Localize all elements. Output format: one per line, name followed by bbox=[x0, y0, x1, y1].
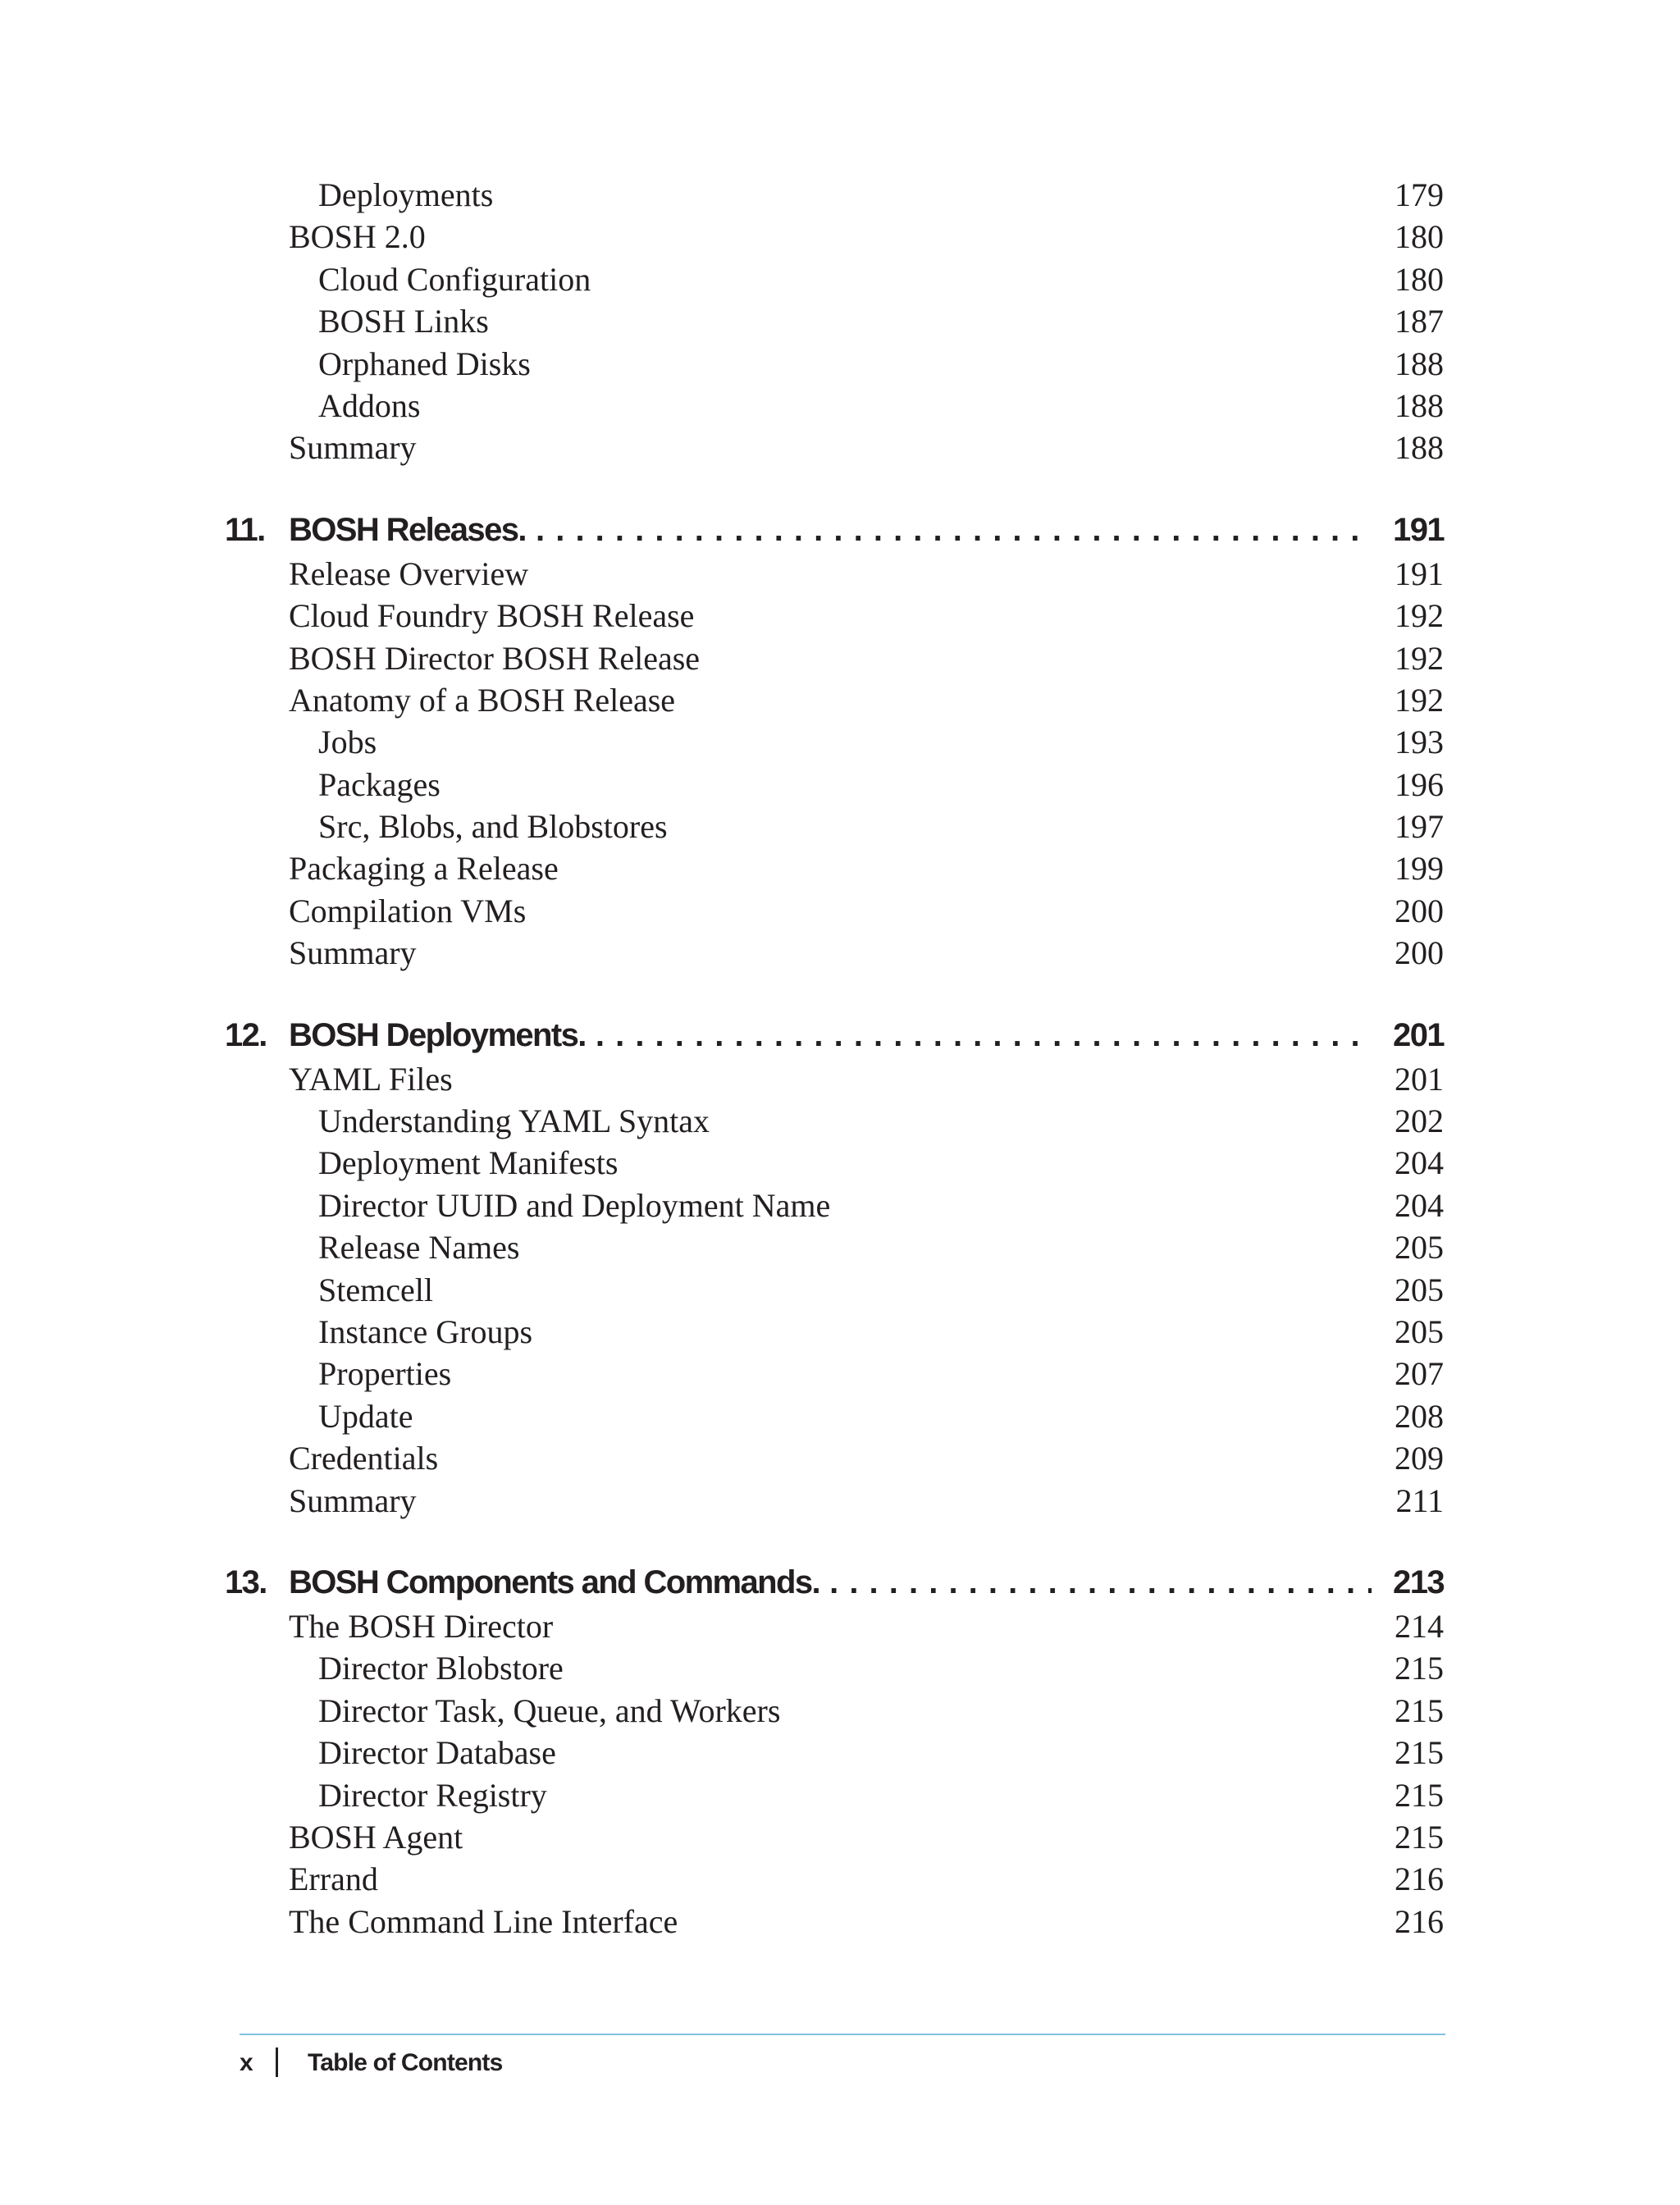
toc-section-entry bbox=[225, 216, 1444, 258]
entry-title: Director Database bbox=[318, 1734, 556, 1772]
entry-page-number: 216 bbox=[1395, 1902, 1444, 1940]
entry-page-number: 215 bbox=[1395, 1691, 1444, 1729]
entry-page-number: 214 bbox=[1395, 1607, 1444, 1645]
toc-section-entry bbox=[225, 637, 1444, 679]
chapter-number: 12. bbox=[225, 1016, 267, 1053]
entry-title: The Command Line Interface bbox=[289, 1902, 678, 1940]
toc-subsection-entry bbox=[225, 1185, 1444, 1226]
toc-section-entry bbox=[225, 427, 1444, 468]
entry-title: BOSH 2.0 bbox=[289, 218, 426, 256]
entry-page-number: 205 bbox=[1395, 1312, 1444, 1350]
toc-section-entry bbox=[225, 679, 1444, 721]
toc-subsection-entry bbox=[225, 721, 1444, 763]
chapter-number: 11. bbox=[225, 511, 265, 548]
toc-subsection-entry bbox=[225, 1269, 1444, 1311]
footer-rule bbox=[240, 2034, 1445, 2035]
toc-subsection-entry bbox=[225, 174, 1444, 216]
toc-subsection-entry bbox=[225, 1100, 1444, 1142]
page-footer bbox=[240, 2043, 503, 2084]
toc-section-entry bbox=[225, 932, 1444, 974]
entry-page-number: 192 bbox=[1395, 597, 1444, 635]
toc-section-entry bbox=[225, 1901, 1444, 1942]
entry-page-number: 215 bbox=[1395, 1776, 1444, 1814]
entry-title: Credentials bbox=[289, 1440, 439, 1477]
entry-page-number: 188 bbox=[1395, 345, 1444, 382]
entry-page-number: 213 bbox=[1393, 1564, 1444, 1600]
entry-page-number: 209 bbox=[1395, 1440, 1444, 1477]
entry-title: Src, Blobs, and Blobstores bbox=[318, 808, 668, 846]
entry-title: Cloud Configuration bbox=[318, 260, 591, 298]
entry-title: BOSH Components and Commands. . . . bbox=[289, 1559, 1372, 1605]
entry-page-number: 180 bbox=[1395, 260, 1444, 298]
entry-title: Director Blobstore bbox=[318, 1650, 564, 1687]
entry-page-number: 180 bbox=[1395, 218, 1444, 256]
toc-section-entry bbox=[225, 553, 1444, 595]
entry-page-number: 207 bbox=[1395, 1355, 1444, 1393]
entry-page-number: 179 bbox=[1395, 176, 1444, 213]
entry-page-number: 201 bbox=[1393, 1016, 1444, 1053]
entry-title: Update bbox=[318, 1397, 413, 1435]
toc-section-entry bbox=[225, 1058, 1444, 1100]
entry-title: Understanding YAML Syntax bbox=[318, 1102, 710, 1140]
toc-subsection-entry bbox=[225, 764, 1444, 806]
entry-page-number: 205 bbox=[1395, 1229, 1444, 1267]
toc-subsection-entry bbox=[225, 1732, 1444, 1774]
toc-subsection-entry bbox=[225, 1142, 1444, 1184]
entry-title: Errand bbox=[289, 1860, 378, 1898]
entry-page-number: 211 bbox=[1395, 1481, 1444, 1519]
entry-page-number: 204 bbox=[1395, 1186, 1444, 1224]
entry-page-number: 192 bbox=[1395, 681, 1444, 719]
entry-page-number: 193 bbox=[1395, 724, 1444, 761]
toc-subsection-entry bbox=[225, 258, 1444, 300]
table-of-contents bbox=[225, 174, 1444, 1942]
entry-title: YAML Files bbox=[289, 1060, 453, 1098]
chapter-number: 13. bbox=[225, 1564, 267, 1600]
toc-section-entry bbox=[225, 847, 1444, 889]
toc-subsection-entry bbox=[225, 1395, 1444, 1437]
entry-title: Director Task, Queue, and Workers bbox=[318, 1691, 781, 1729]
entry-page-number: 196 bbox=[1395, 765, 1444, 803]
entry-title: Director Registry bbox=[318, 1776, 547, 1814]
entry-page-number: 188 bbox=[1395, 429, 1444, 467]
entry-title: Summary bbox=[289, 429, 417, 467]
entry-page-number: 187 bbox=[1395, 303, 1444, 340]
toc-subsection-entry bbox=[225, 1226, 1444, 1268]
toc-subsection-entry bbox=[225, 1774, 1444, 1816]
entry-title: Jobs bbox=[318, 724, 377, 761]
toc-section-entry bbox=[225, 1816, 1444, 1858]
entry-page-number: 215 bbox=[1395, 1650, 1444, 1687]
entry-title: Compilation VMs bbox=[289, 892, 527, 929]
toc-subsection-entry bbox=[225, 1647, 1444, 1689]
toc-section-entry bbox=[225, 890, 1444, 932]
entry-page-number: 202 bbox=[1395, 1102, 1444, 1140]
entry-title: Cloud Foundry BOSH Release bbox=[289, 597, 695, 635]
entry-title: BOSH Director BOSH Release bbox=[289, 639, 701, 677]
entry-title: Release Names bbox=[318, 1229, 520, 1267]
entry-title: BOSH Links bbox=[318, 303, 489, 340]
entry-page-number: 191 bbox=[1395, 555, 1444, 592]
toc-subsection-entry bbox=[225, 1690, 1444, 1732]
entry-page-number: 205 bbox=[1395, 1271, 1444, 1308]
entry-title: Release Overview bbox=[289, 555, 529, 592]
entry-title: Stemcell bbox=[318, 1271, 433, 1308]
entry-title: Properties bbox=[318, 1355, 452, 1393]
entry-page-number: 192 bbox=[1395, 639, 1444, 677]
toc-subsection-entry bbox=[225, 300, 1444, 342]
toc-section-entry bbox=[225, 1605, 1444, 1647]
toc-section-entry bbox=[225, 1480, 1444, 1522]
toc-section-entry bbox=[225, 595, 1444, 637]
entry-title: Instance Groups bbox=[318, 1312, 533, 1350]
entry-page-number: 215 bbox=[1395, 1818, 1444, 1856]
entry-page-number: 191 bbox=[1393, 511, 1444, 548]
toc-section-entry bbox=[225, 1437, 1444, 1479]
toc-subsection-entry bbox=[225, 385, 1444, 427]
toc-chapter-entry bbox=[225, 1559, 1444, 1605]
toc-section-entry bbox=[225, 1858, 1444, 1900]
entry-page-number: 201 bbox=[1395, 1060, 1444, 1098]
toc-subsection-entry bbox=[225, 1353, 1444, 1395]
entry-page-number: 200 bbox=[1395, 934, 1444, 972]
entry-title: BOSH Agent bbox=[289, 1818, 463, 1856]
entry-title: Summary bbox=[289, 934, 417, 972]
toc-subsection-entry bbox=[225, 343, 1444, 385]
footer-page-number: x bbox=[240, 2049, 253, 2076]
entry-title: Director UUID and Deployment Name bbox=[318, 1186, 831, 1224]
entry-title: Packaging a Release bbox=[289, 850, 559, 888]
entry-page-number: 188 bbox=[1395, 386, 1444, 424]
entry-page-number: 216 bbox=[1395, 1860, 1444, 1898]
entry-title: Deployment Manifests bbox=[318, 1144, 619, 1182]
footer-section-title: Table of Contents bbox=[308, 2049, 503, 2076]
toc-subsection-entry bbox=[225, 806, 1444, 847]
footer-separator bbox=[276, 2048, 278, 2077]
entry-title: BOSH Deployments. . . . bbox=[289, 1012, 1372, 1058]
toc-chapter-entry bbox=[225, 1012, 1444, 1058]
entry-title: Orphaned Disks bbox=[318, 345, 531, 382]
entry-title: Addons bbox=[318, 386, 421, 424]
entry-title: Anatomy of a BOSH Release bbox=[289, 681, 676, 719]
entry-page-number: 204 bbox=[1395, 1144, 1444, 1182]
toc-subsection-entry bbox=[225, 1311, 1444, 1353]
entry-title: Deployments bbox=[318, 176, 494, 213]
entry-title: BOSH Releases. . . . bbox=[289, 507, 1372, 553]
entry-page-number: 200 bbox=[1395, 892, 1444, 929]
entry-page-number: 197 bbox=[1395, 808, 1444, 846]
entry-page-number: 199 bbox=[1395, 850, 1444, 888]
entry-page-number: 208 bbox=[1395, 1397, 1444, 1435]
entry-title: The BOSH Director bbox=[289, 1607, 554, 1645]
entry-page-number: 215 bbox=[1395, 1734, 1444, 1772]
entry-title: Packages bbox=[318, 765, 441, 803]
entry-title: Summary bbox=[289, 1481, 417, 1519]
toc-chapter-entry bbox=[225, 507, 1444, 553]
